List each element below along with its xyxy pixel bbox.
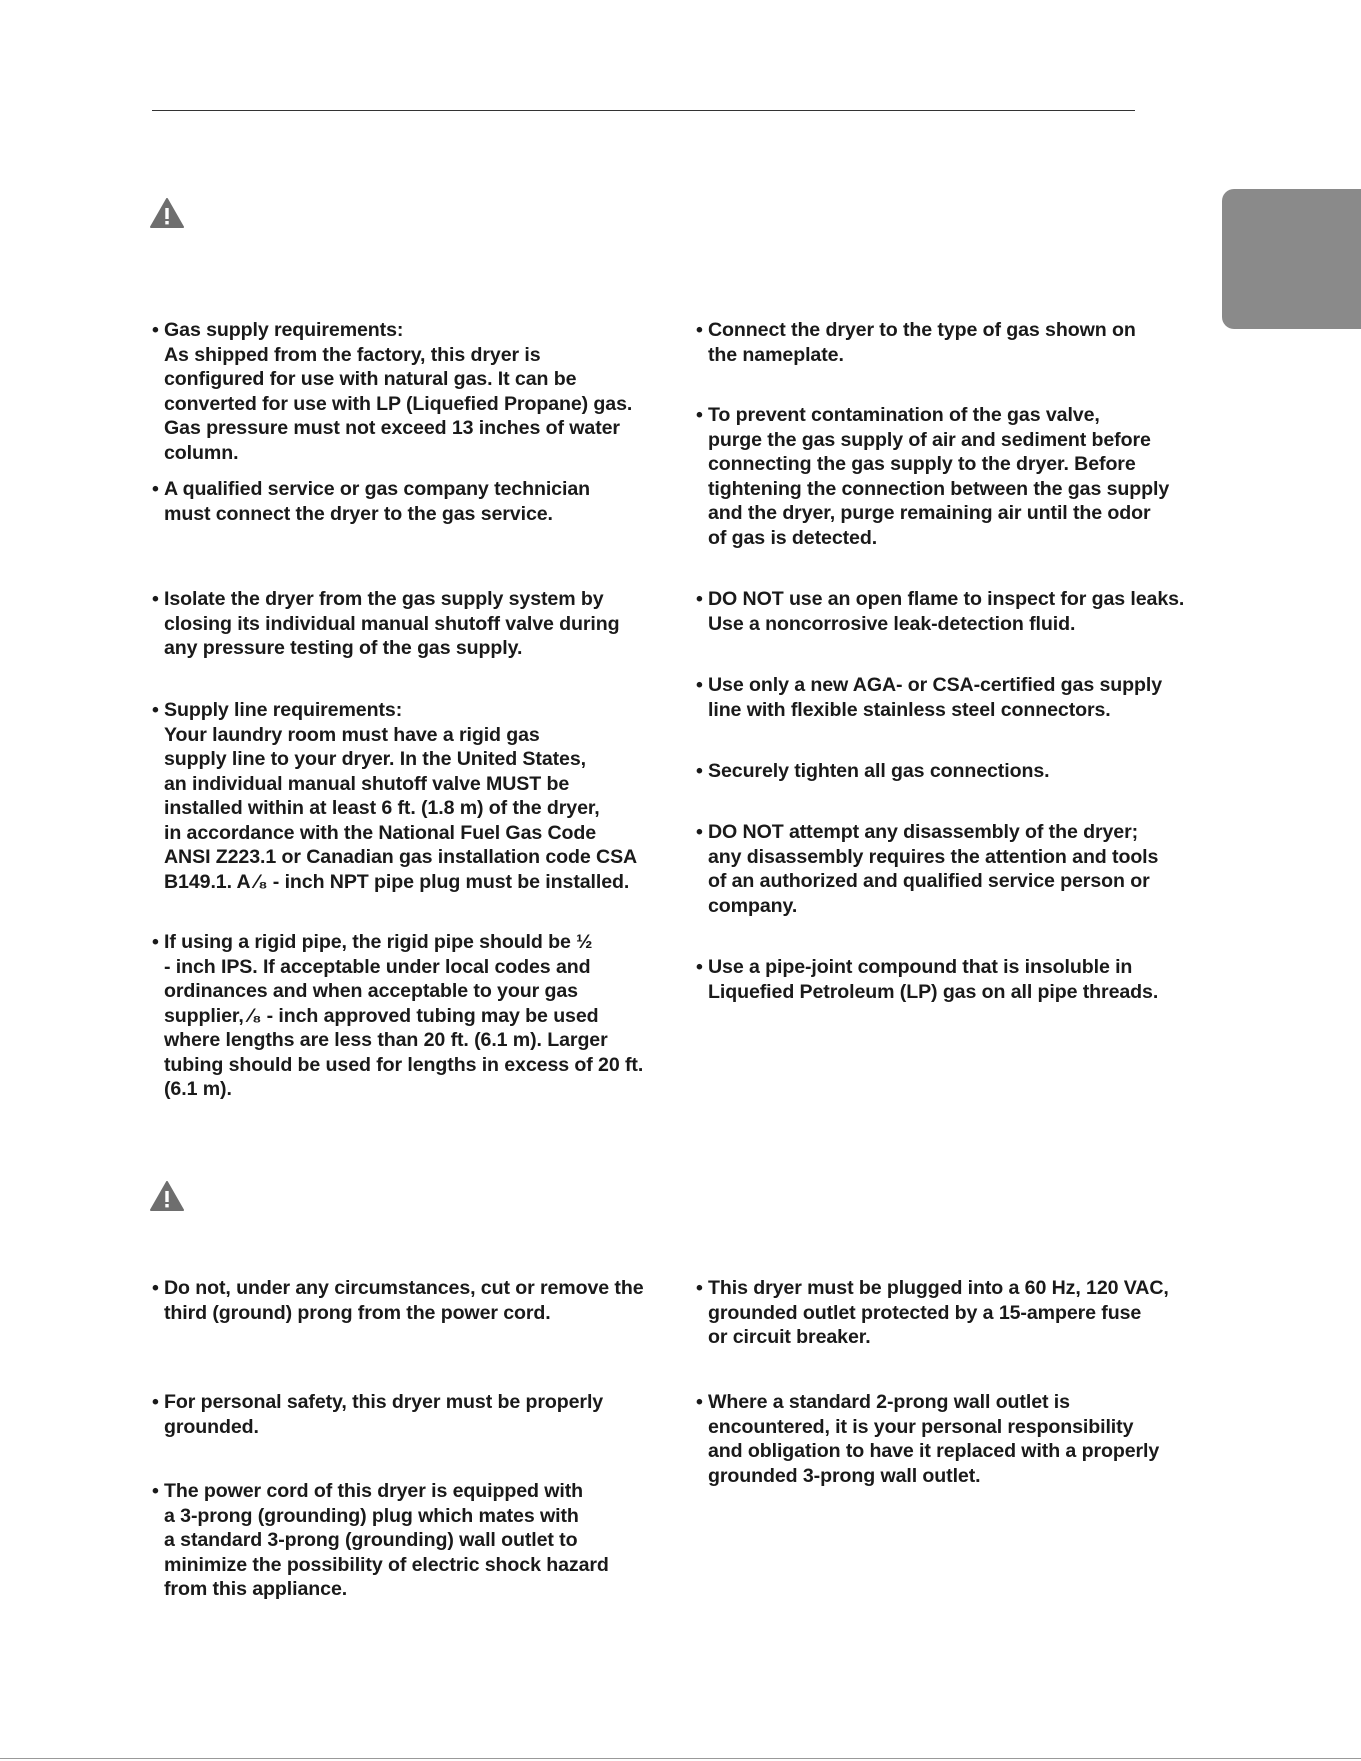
- text-line: installed within at least 6 ft. (1.8 m) of the dryer,: [164, 797, 600, 819]
- connect-gas-type-item: [696, 318, 1220, 367]
- text-line: line with flexible stainless steel connectors.: [708, 698, 1111, 721]
- bullet-marker: •: [696, 821, 703, 843]
- warning-icon: [150, 1181, 184, 1211]
- text-line: For personal safety, this dryer must be properly: [164, 1391, 604, 1413]
- text-line: Use a noncorrosive leak-detection fluid.: [708, 612, 1076, 635]
- text-line: DO NOT use an open flame to inspect for gas leaks.: [708, 588, 1185, 610]
- text-line: Gas supply requirements:: [164, 319, 404, 341]
- qualified-technician-item: [152, 477, 676, 526]
- text-line: converted for use with LP (Liquefied Propane) gas.: [164, 392, 633, 415]
- text-line: of an authorized and qualified service person or: [708, 870, 1150, 892]
- supply-line-requirements-item: [152, 698, 676, 894]
- text-line: To prevent contamination of the gas valve,: [708, 404, 1100, 426]
- bullet-marker: •: [152, 931, 159, 953]
- text-line: connecting the gas supply to the dryer. Before: [708, 453, 1136, 475]
- text-line: DO NOT attempt any disassembly of the dryer;: [708, 821, 1139, 843]
- text-line: configured for use with natural gas. It can be: [164, 368, 577, 390]
- text-line: tubing should be used for lengths in excess of 20 ft.: [164, 1053, 644, 1076]
- text-line: Isolate the dryer from the gas supply system by: [164, 588, 604, 610]
- bullet-marker: •: [152, 699, 159, 721]
- plug-requirements-item: [696, 1276, 1220, 1350]
- text-line: a standard 3-prong (grounding) wall outlet to: [164, 1529, 578, 1551]
- text-line: of gas is detected.: [708, 526, 878, 549]
- text-line: Gas pressure must not exceed 13 inches of water: [164, 417, 620, 439]
- bullet-marker: •: [696, 319, 703, 341]
- text-line: any disassembly requires the attention and tools: [708, 845, 1159, 868]
- text-line: Supply line requirements:: [164, 699, 403, 721]
- rigid-pipe-item: [152, 930, 676, 1102]
- no-disassembly-item: [696, 820, 1220, 918]
- text-line: - inch IPS. If acceptable under local codes and: [164, 955, 591, 978]
- text-line: encountered, it is your personal responsibility: [708, 1415, 1134, 1438]
- footer-rule: [0, 1758, 1361, 1759]
- text-line: column.: [164, 441, 239, 464]
- bullet-marker: •: [696, 588, 703, 610]
- text-line: Connect the dryer to the type of gas shown on: [708, 319, 1136, 341]
- chapter-tab: [1222, 189, 1361, 329]
- text-line: (6.1 m).: [164, 1078, 232, 1100]
- text-line: As shipped from the factory, this dryer is: [164, 343, 541, 366]
- pipe-joint-compound-item: [696, 955, 1220, 1004]
- power-cord-plug-item: [152, 1479, 676, 1602]
- text-line: grounded 3-prong wall outlet.: [708, 1464, 981, 1487]
- text-line: Use only a new AGA- or CSA-certified gas supply: [708, 674, 1163, 696]
- text-line: B149.1. A ⁄₈ - inch NPT pipe plug must be installed.: [164, 870, 630, 893]
- bullet-marker: •: [696, 1391, 703, 1413]
- text-line: closing its individual manual shutoff valve during: [164, 612, 620, 635]
- text-line: a 3-prong (grounding) plug which mates with: [164, 1504, 579, 1527]
- prevent-contamination-item: [696, 403, 1220, 550]
- text-line: tightening the connection between the gas supply: [708, 477, 1170, 500]
- text-line: ANSI Z223.1 or Canadian gas installation code CSA: [164, 846, 638, 868]
- gas-supply-requirements-item: [152, 318, 676, 465]
- header-rule: [152, 110, 1135, 111]
- text-line: A qualified service or gas company technician: [164, 478, 590, 500]
- text-line: Where a standard 2-prong wall outlet is: [708, 1391, 1070, 1413]
- text-line: supply line to your dryer. In the United States,: [164, 748, 586, 770]
- tighten-connections-item: [696, 759, 1220, 784]
- text-line: Liquefied Petroleum (LP) gas on all pipe threads.: [708, 980, 1159, 1003]
- no-open-flame-item: [696, 587, 1220, 636]
- bullet-marker: •: [696, 404, 703, 426]
- bullet-marker: •: [152, 1391, 159, 1413]
- text-line: any pressure testing of the gas supply.: [164, 637, 523, 659]
- text-line: ordinances and when acceptable to your gas: [164, 980, 578, 1002]
- text-line: If using a rigid pipe, the rigid pipe should be ½: [164, 931, 593, 953]
- text-line: grounded outlet protected by a 15-ampere fuse: [708, 1301, 1142, 1324]
- properly-grounded-item: [152, 1390, 676, 1439]
- isolate-dryer-item: [152, 587, 676, 661]
- text-line: Securely tighten all gas connections.: [708, 760, 1050, 782]
- text-line: an individual manual shutoff valve MUST be: [164, 772, 570, 795]
- text-line: grounded.: [164, 1415, 259, 1438]
- text-line: must connect the dryer to the gas service.: [164, 502, 553, 525]
- bullet-marker: •: [696, 1277, 703, 1299]
- text-line: minimize the possibility of electric shock hazard: [164, 1553, 609, 1576]
- text-line: the nameplate.: [708, 343, 844, 366]
- text-line: This dryer must be plugged into a 60 Hz, 120 VAC,: [708, 1277, 1169, 1299]
- text-line: Use a pipe-joint compound that is insoluble in: [708, 956, 1133, 978]
- text-line: and the dryer, purge remaining air until the odor: [708, 502, 1151, 524]
- bullet-marker: •: [152, 1480, 159, 1502]
- text-line: from this appliance.: [164, 1578, 348, 1600]
- text-line: supplier, ⁄₈ - inch approved tubing may be used: [164, 1004, 599, 1027]
- ground-prong-item: [152, 1276, 676, 1325]
- bullet-marker: •: [152, 319, 159, 341]
- text-line: where lengths are less than 20 ft. (6.1 m). Larger: [164, 1029, 608, 1051]
- bullet-marker: •: [696, 956, 703, 978]
- text-line: and obligation to have it replaced with a properly: [708, 1440, 1160, 1462]
- text-line: company.: [708, 894, 798, 917]
- text-line: Your laundry room must have a rigid gas: [164, 723, 540, 746]
- bullet-marker: •: [152, 1277, 159, 1299]
- bullet-marker: •: [152, 478, 159, 500]
- bullet-marker: •: [696, 760, 703, 782]
- warning-icon: [150, 198, 184, 228]
- text-line: or circuit breaker.: [708, 1326, 871, 1348]
- text-line: Do not, under any circumstances, cut or remove the: [164, 1277, 644, 1299]
- text-line: third (ground) prong from the power cord.: [164, 1301, 551, 1324]
- two-prong-outlet-item: [696, 1390, 1220, 1488]
- text-line: purge the gas supply of air and sediment before: [708, 428, 1151, 451]
- text-line: The power cord of this dryer is equipped with: [164, 1480, 583, 1502]
- text-line: in accordance with the National Fuel Gas Code: [164, 821, 597, 844]
- bullet-marker: •: [696, 674, 703, 696]
- bullet-marker: •: [152, 588, 159, 610]
- certified-supply-line-item: [696, 673, 1220, 722]
